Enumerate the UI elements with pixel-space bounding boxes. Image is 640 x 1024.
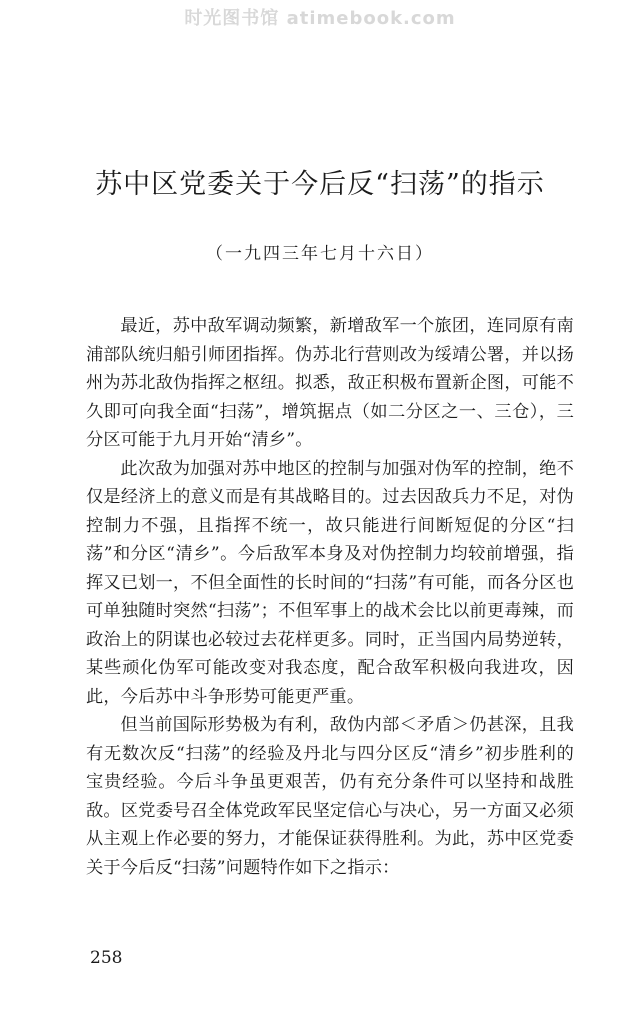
site-watermark: 时光图书馆 atimebook.com <box>184 8 456 29</box>
document-date: （一九四三年七月十六日） <box>206 244 434 264</box>
paragraph-2: 此次敌为加强对苏中地区的控制与加强对伪军的控制，绝不仅是经济上的意义而是有其战略目的。过去因敌兵力不足，对伪控制力不强，且指挥不统一，故只能进行间断短促的分区“扫荡”和分区“清乡”。今后敌军本身及对伪控制力均较前增强，指挥又已划一，不但全面性的长时间的“扫荡”有可能，而各分区也可单独随时突然“扫荡”；不但军事上的战术会比以前更毒辣，而政治上的阴谋也必较过去花样更多。同时，正当国内局势逆转，某些顽化伪军可能改变对我态度，配合敌军积极向我进攻，因此，今后苏中斗争形势可能更严重。 <box>86 458 574 707</box>
paragraph-3: 但当前国际形势极为有利，敌伪内部＜矛盾＞仍甚深，且我有无数次反“扫荡”的经验及丹北与四分区反“清乡”初步胜利的宝贵经验。今后斗争虽更艰苦，仍有充分条件可以坚持和战胜敌。区党委号召全体党政军民坚定信心与决心，另一方面又必须从主观上作必要的努力，才能保证获得胜利。为此，苏中区党委关于今后反“扫荡”问题特作如下之指示： <box>86 715 574 878</box>
page-number: 258 <box>90 948 123 968</box>
document-title: 苏中区党委关于今后反“扫荡”的指示 <box>95 169 545 200</box>
body-text <box>86 312 574 882</box>
paragraph-1: 最近，苏中敌军调动频繁，新增敌军一个旅团，连同原有南浦部队统归船引师团指挥。伪苏北行营则改为绥靖公署，并以扬州为苏北敌伪指挥之枢纽。拟悉，敌正积极布置新企图，可能不久即可向我全面“扫荡”，增筑据点（如二分区之一、三仓），三分区可能于九月开始“清乡”。 <box>86 316 574 450</box>
